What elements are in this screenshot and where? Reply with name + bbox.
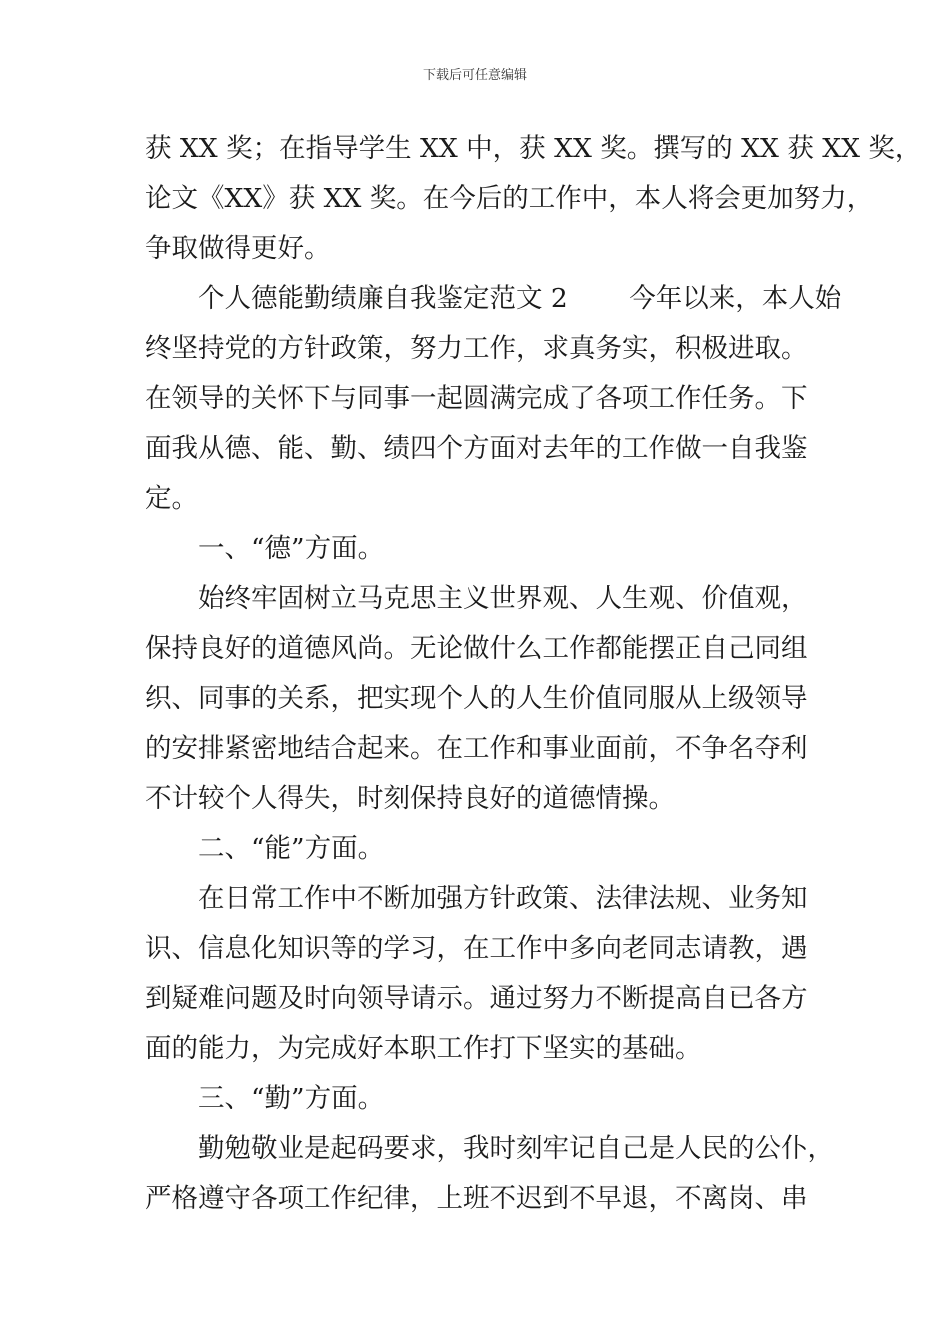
text-line-21: 勤勉敬业是起码要求，我时刻牢记自己是人民的公仆，: [145, 1133, 834, 1164]
text-line-17: 识、信息化知识等的学习，在工作中多向老同志请教，遇: [145, 933, 808, 964]
page-header: 下载后可任意编辑: [422, 68, 527, 83]
section-heading-de: 一、“德”方面。: [145, 533, 385, 564]
text-line-3: 争取做得更好。: [145, 233, 331, 264]
text-line-6: 在领导的关怀下与同事一起圆满完成了各项工作任务。下: [145, 383, 808, 414]
text-line-5: 终坚持党的方针政策，努力工作，求真务实，积极进取。: [145, 333, 808, 364]
text-line-12: 织、同事的关系，把实现个人的人生价值同服从上级领导: [145, 683, 808, 714]
section-heading-qin: 三、“勤”方面。: [145, 1083, 385, 1114]
text-line-14: 不计较个人得失，时刻保持良好的道德情操。: [145, 783, 675, 814]
text-line-8: 定。: [145, 483, 198, 514]
text-line-13: 的安排紧密地结合起来。在工作和事业面前，不争名夺利: [145, 733, 808, 764]
section-heading-neng: 二、“能”方面。: [145, 833, 385, 864]
text-line-2: 论文《XX》获 XX 奖。在今后的工作中，本人将会更加努力，: [145, 183, 874, 214]
text-line-19: 面的能力，为完成好本职工作打下坚实的基础。: [145, 1033, 702, 1064]
text-line-4: 个人德能勤绩廉自我鉴定范文 2 今年以来，本人始: [145, 283, 842, 314]
document-body: [145, 124, 922, 1224]
text-line-7: 面我从德、能、勤、绩四个方面对去年的工作做一自我鉴: [145, 433, 808, 464]
text-line-18: 到疑难问题及时向领导请示。通过努力不断提高自已各方: [145, 983, 808, 1014]
text-line-22: 严格遵守各项工作纪律，上班不迟到不早退，不离岗、串: [145, 1183, 808, 1214]
text-line-10: 始终牢固树立马克思主义世界观、人生观、价值观，: [145, 583, 808, 614]
text-line-11: 保持良好的道德风尚。无论做什么工作都能摆正自己同组: [145, 633, 808, 664]
text-line-1: 获 XX 奖；在指导学生 XX 中，获 XX 奖。撰写的 XX 获 XX 奖，: [145, 133, 922, 164]
text-line-16: 在日常工作中不断加强方针政策、法律法规、业务知: [145, 883, 808, 914]
